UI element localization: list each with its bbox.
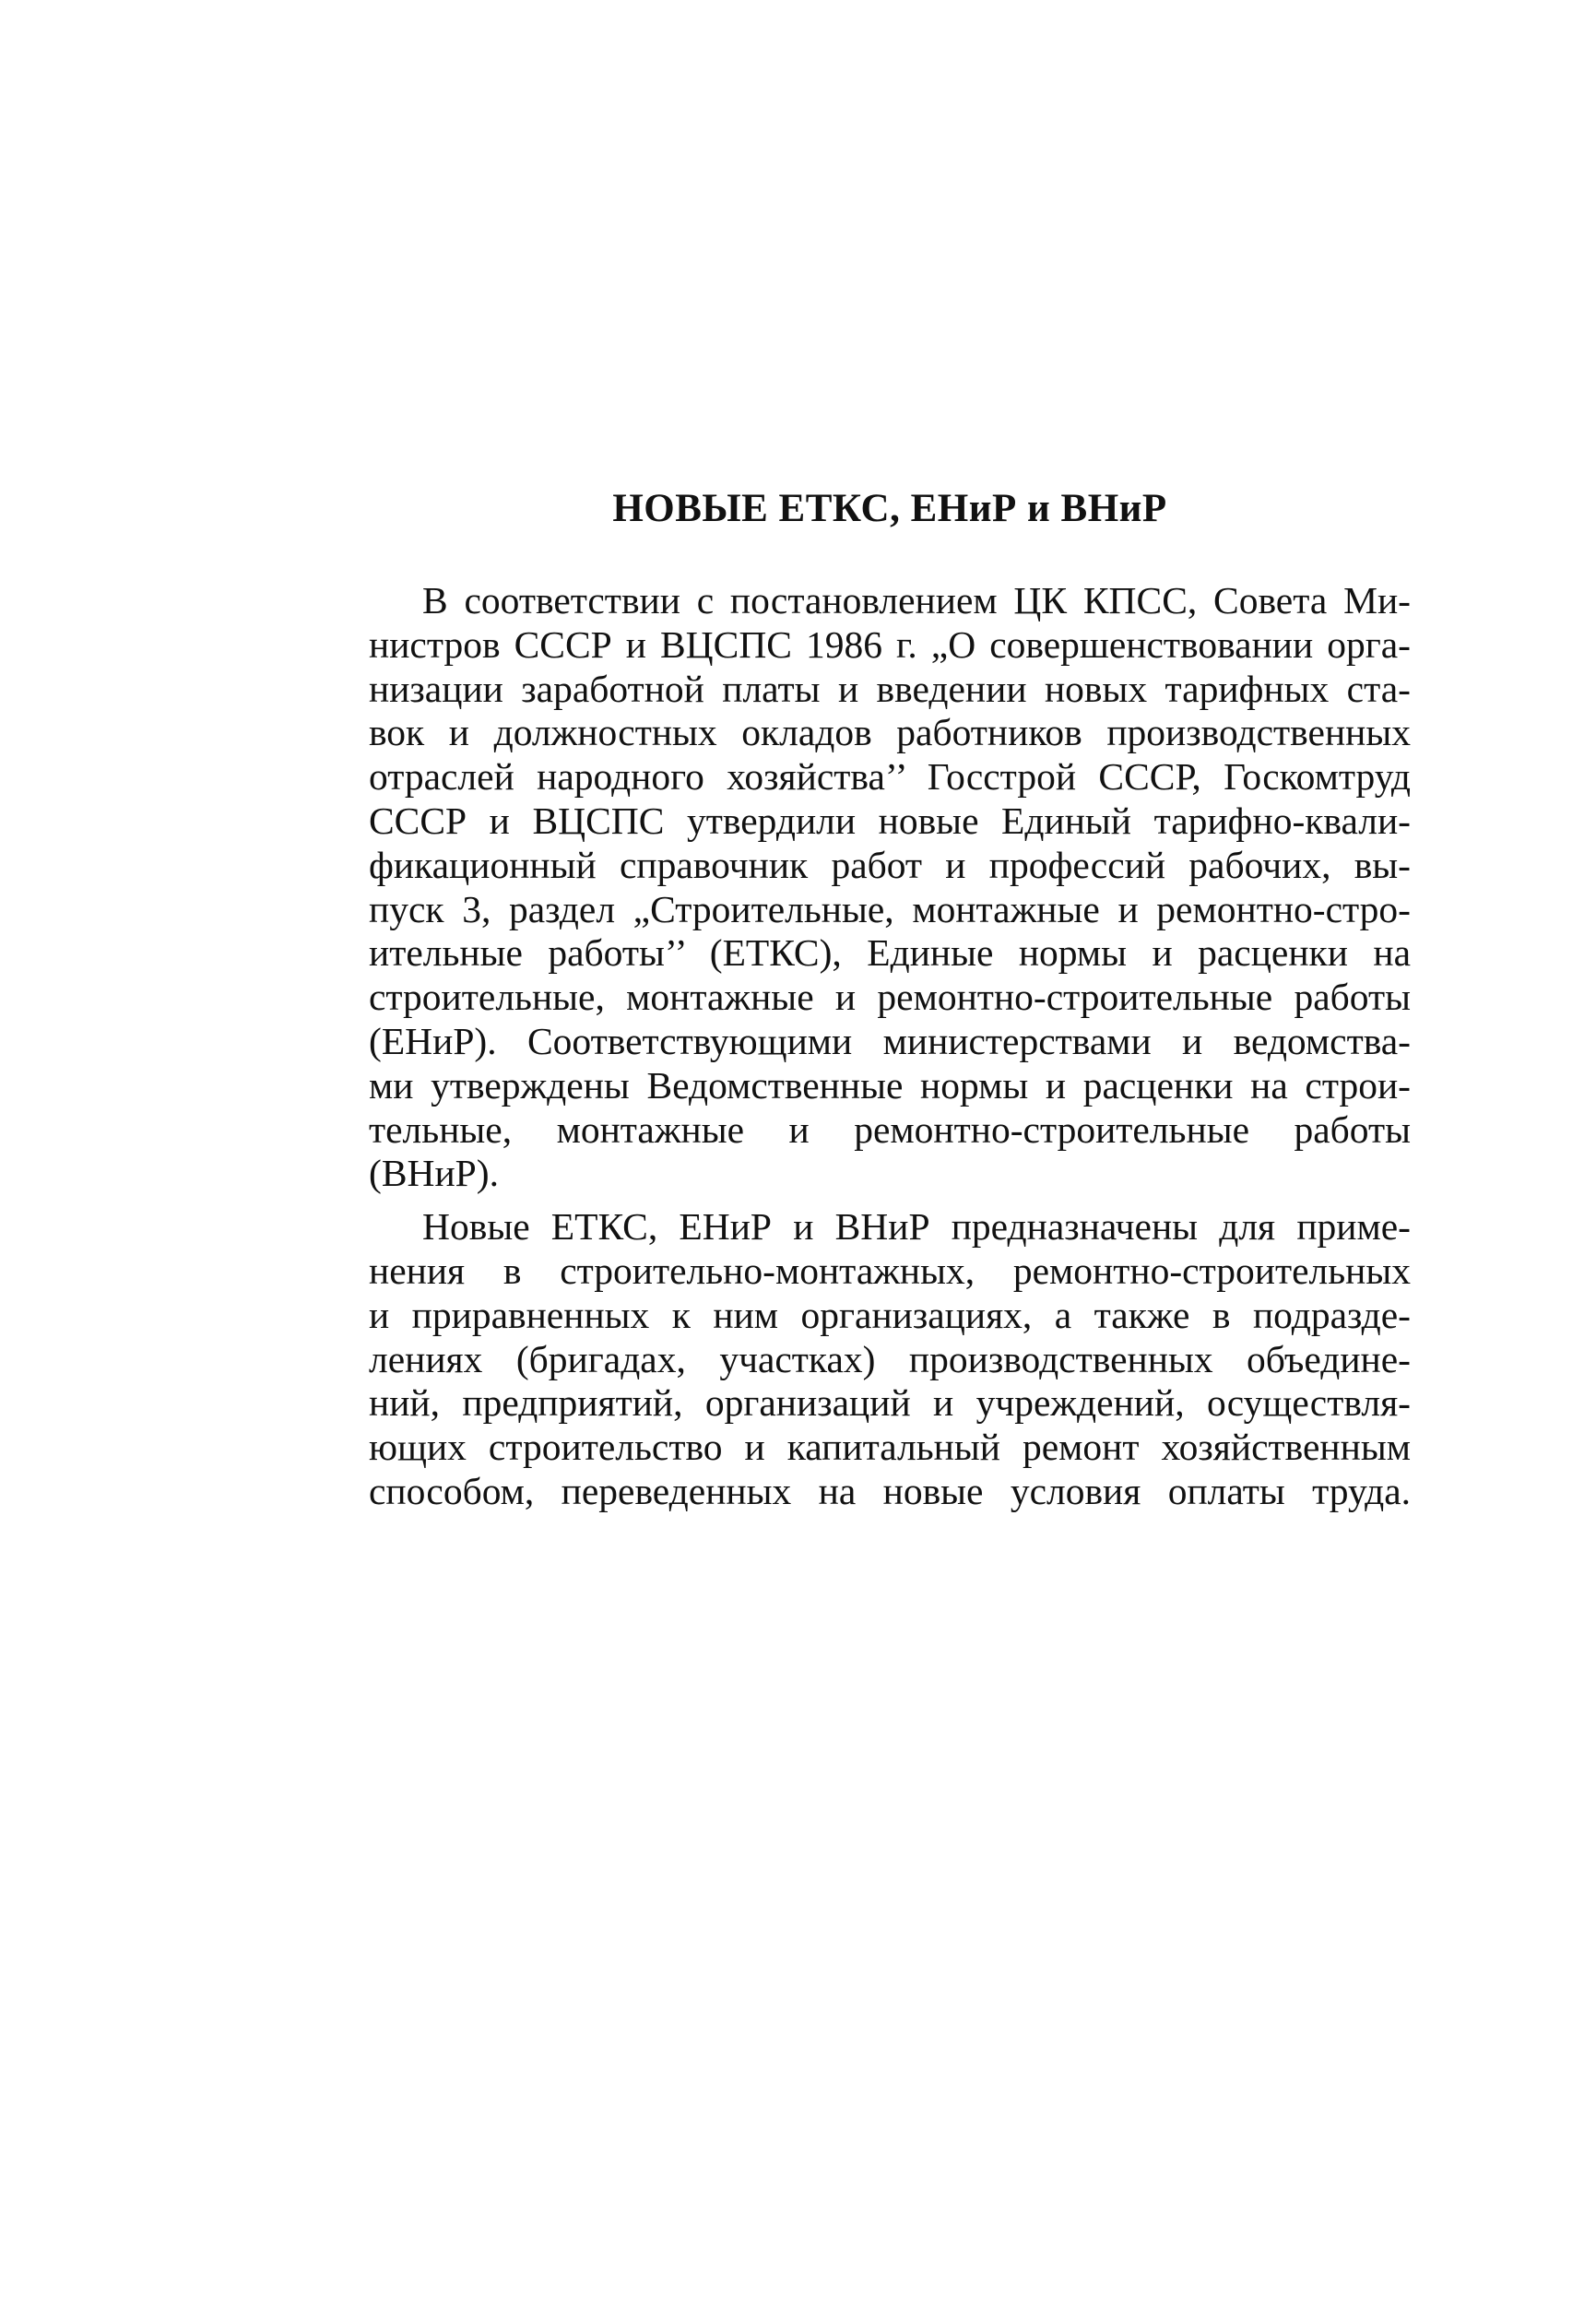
text-line: и приравненных к ним организациях, а также в подразде- [369, 1293, 1411, 1336]
body-text [369, 579, 1411, 1514]
text-line: способом, переведенных на новые условия оплаты труда. [369, 1469, 1411, 1512]
text-line: фикационный справочник работ и профессий рабочих, вы- [369, 843, 1411, 886]
text-line: В соответствии с постановлением ЦК КПСС, Совета Ми- [422, 579, 1411, 622]
text-line: ющих строительство и капитальный ремонт хозяйственным [369, 1426, 1411, 1469]
text-line: вок и должностных окладов работников производственных [369, 711, 1411, 754]
text-line: нения в строительно-монтажных, ремонтно-строительных [369, 1249, 1411, 1292]
text-line: отраслей народного хозяйства’’ Госстрой СССР, Госкомтруд [369, 755, 1411, 799]
text-line: пуск 3, раздел „Строительные, монтажные и ремонтно-стро- [369, 887, 1411, 930]
text-line: (ВНиР). [369, 1152, 499, 1195]
text-line: нистров СССР и ВЦСПС 1986 г. „О совершенствовании орга- [369, 622, 1411, 666]
text-line: Новые ЕТКС, ЕНиР и ВНиР предназначены для приме- [422, 1205, 1411, 1249]
text-line: низации заработной платы и введении новых тарифных ста- [369, 667, 1411, 710]
text-line: ительные работы’’ (ЕТКС), Единые нормы и расценки на [369, 931, 1411, 975]
text-line: лениях (бригадах, участках) производственных объедине- [369, 1337, 1411, 1380]
text-line: СССР и ВЦСПС утвердили новые Единый тарифно-квали- [369, 799, 1411, 842]
paragraph-1 [369, 579, 1411, 1196]
page-title: НОВЫЕ ЕТКС, ЕНиР и ВНиР [612, 487, 1167, 530]
text-line: ми утверждены Ведомственные нормы и расценки на строи- [369, 1063, 1411, 1107]
paragraph-gap [369, 1196, 1411, 1205]
text-line: строительные, монтажные и ремонтно-строительные работы [369, 976, 1411, 1019]
paragraph-2 [369, 1205, 1411, 1514]
text-line: тельные, монтажные и ремонтно-строительные работы [369, 1107, 1411, 1151]
text-line: (ЕНиР). Соответствующими министерствами и ведомства- [369, 1019, 1411, 1062]
text-line: ний, предприятий, организаций и учреждений, осуществля- [369, 1381, 1411, 1425]
